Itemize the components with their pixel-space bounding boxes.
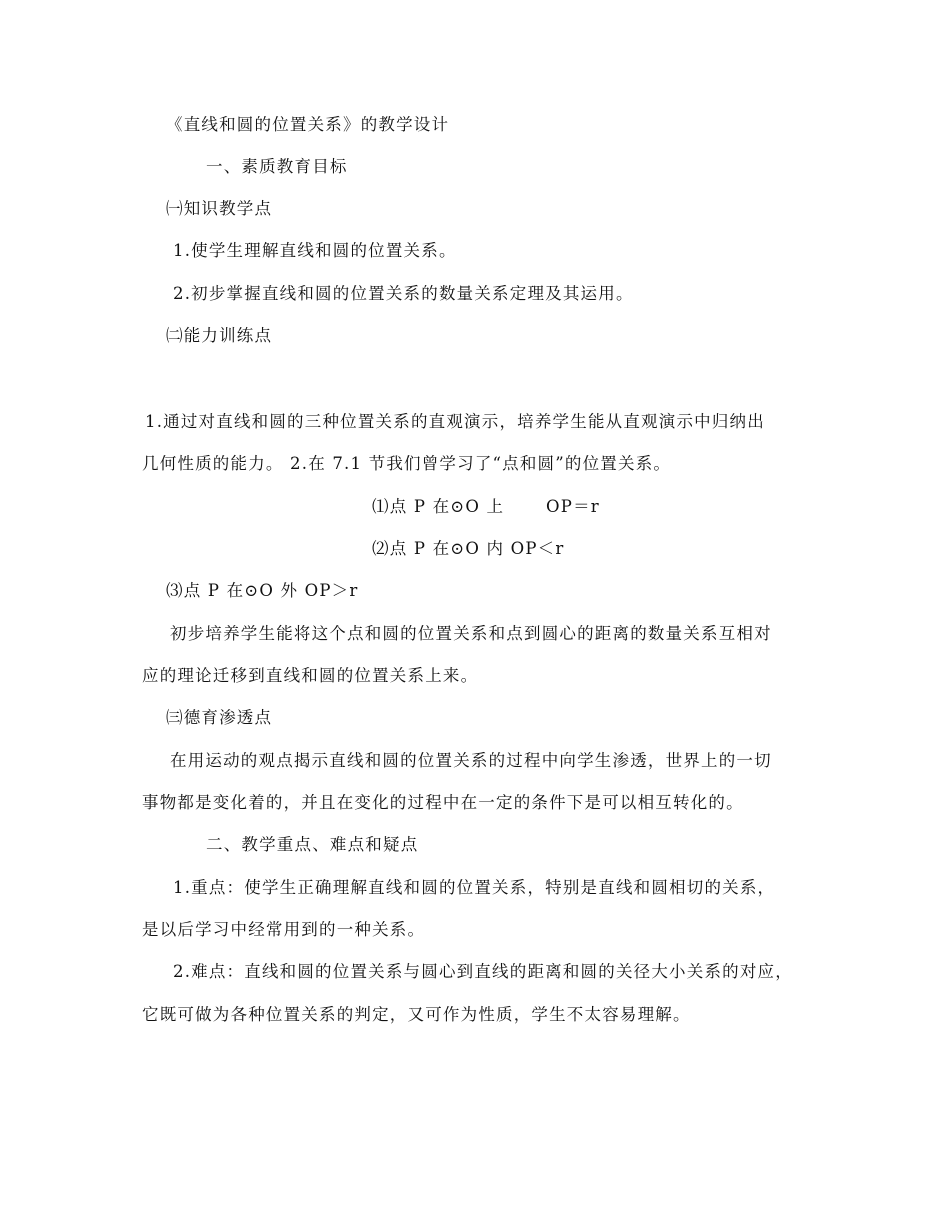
key-point-line1: 1.重点：使学生正确理解直线和圆的位置关系，特别是直线和圆相切的关系，	[173, 878, 776, 897]
key-point-line2: 是以后学习中经常用到的一种关系。	[142, 920, 426, 939]
section1-heading: 一、素质教育目标	[206, 157, 348, 176]
moral-para-line1: 在用运动的观点揭示直线和圆的位置关系的过程中向学生渗透，世界上的一切	[170, 751, 772, 770]
document-title: 《直线和圆的位置关系》的教学设计	[166, 115, 450, 134]
relation-inside-circle: ⑵点 P 在⊙O 内 OP＜r	[372, 539, 565, 558]
knowledge-item-2: 2.初步掌握直线和圆的位置关系的数量关系定理及其运用。	[173, 284, 634, 303]
moral-para-line2: 事物都是变化着的，并且在变化的过程中在一定的条件下是可以相互转化的。	[142, 793, 744, 812]
ability-heading: ㈡能力训练点	[166, 326, 273, 345]
ability-para1-line1: 1.通过对直线和圆的三种位置关系的直观演示，培养学生能从直观演示中归纳出	[145, 412, 765, 431]
difficulty-line2: 它既可做为各种位置关系的判定，又可作为性质，学生不太容易理解。	[142, 1005, 691, 1024]
ability-para2-line1: 初步培养学生能将这个点和圆的位置关系和点到圆心的距离的数量关系互相对	[170, 624, 772, 643]
section2-heading: 二、教学重点、难点和疑点	[206, 835, 419, 854]
difficulty-line1: 2.难点：直线和圆的位置关系与圆心到直线的距离和圆的关径大小关系的对应，	[173, 962, 793, 981]
ability-para1-line2: 几何性质的能力。 2.在 7.1 节我们曾学习了“点和圆”的位置关系。	[142, 454, 672, 473]
knowledge-heading: ㈠知识教学点	[166, 199, 273, 218]
relation-on-circle: ⑴点 P 在⊙O 上 OP＝r	[372, 497, 600, 516]
moral-heading: ㈢德育渗透点	[166, 708, 273, 727]
relation-outside-circle: ⑶点 P 在⊙O 外 OP＞r	[166, 581, 359, 600]
knowledge-item-1: 1.使学生理解直线和圆的位置关系。	[173, 241, 457, 260]
ability-para2-line2: 应的理论迁移到直线和圆的位置关系上来。	[142, 666, 479, 685]
